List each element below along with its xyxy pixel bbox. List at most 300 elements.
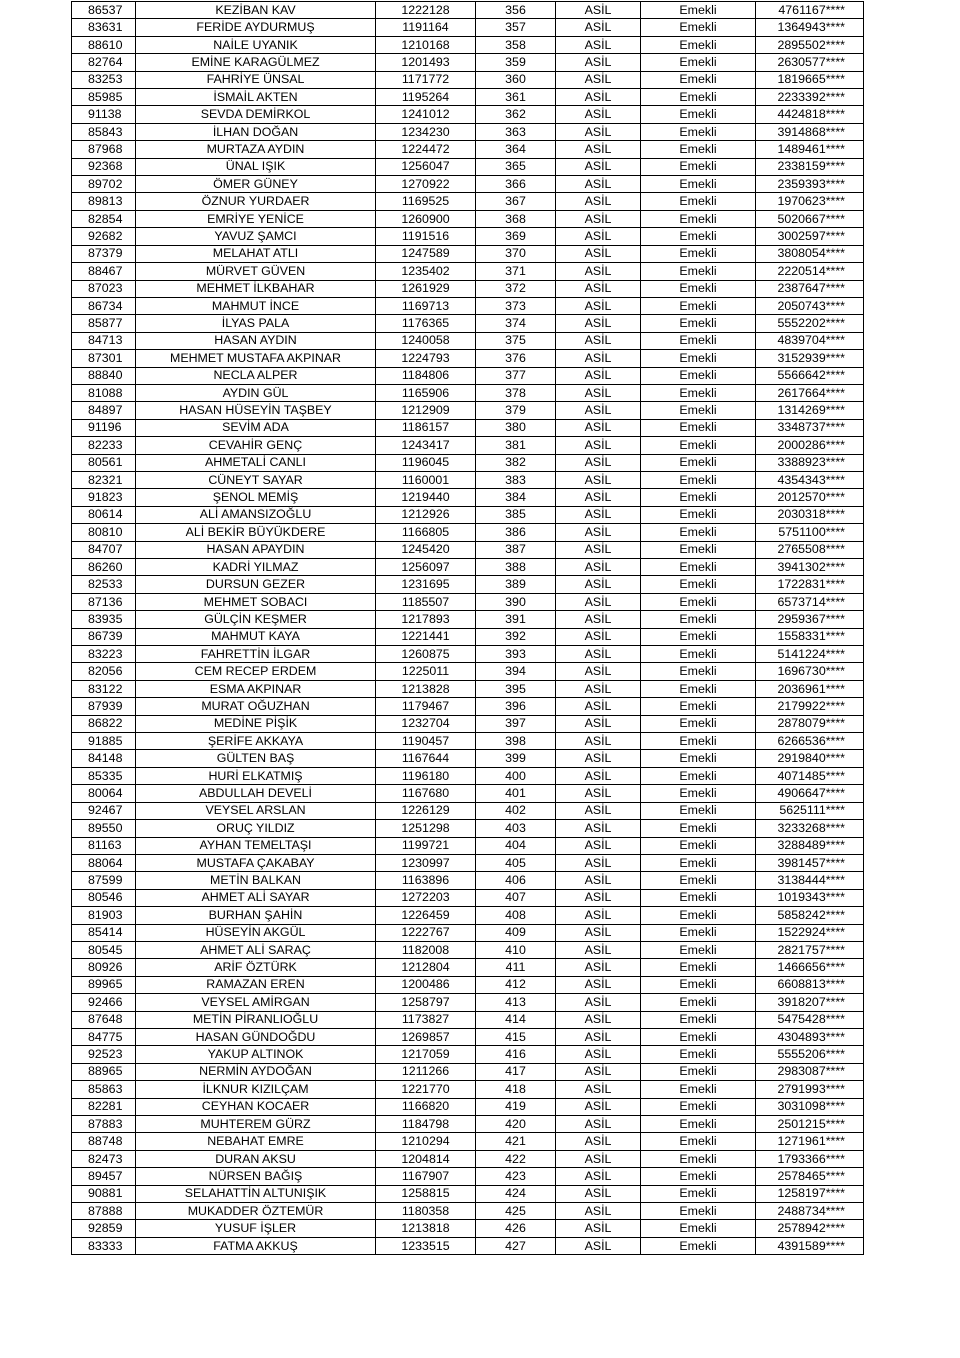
member-no-cell: 1199721	[376, 837, 476, 854]
registration-no-cell: 85985	[72, 89, 136, 106]
registration-no-cell: 88610	[72, 36, 136, 53]
masked-id-cell: 4761167****	[756, 2, 864, 19]
full-name-cell: KEZİBAN KAV	[136, 2, 376, 19]
status-cell: ASİL	[556, 767, 641, 784]
registration-no-cell: 92523	[72, 1046, 136, 1063]
masked-id-cell: 2578465****	[756, 1168, 864, 1185]
table-row	[72, 1220, 864, 1237]
registration-no-cell: 83631	[72, 19, 136, 36]
rank-cell: 418	[476, 1081, 556, 1098]
masked-id-cell: 2983087****	[756, 1063, 864, 1080]
results-table	[71, 1, 864, 1255]
category-cell: Emekli	[641, 193, 756, 210]
status-cell: ASİL	[556, 1220, 641, 1237]
member-no-cell: 1167680	[376, 785, 476, 802]
member-no-cell: 1217893	[376, 611, 476, 628]
masked-id-cell: 2501215****	[756, 1116, 864, 1133]
category-cell: Emekli	[641, 802, 756, 819]
masked-id-cell: 3981457****	[756, 854, 864, 871]
registration-no-cell: 89965	[72, 976, 136, 993]
table-row	[72, 1203, 864, 1220]
category-cell: Emekli	[641, 1046, 756, 1063]
registration-no-cell: 88840	[72, 367, 136, 384]
member-no-cell: 1212804	[376, 959, 476, 976]
full-name-cell: HURİ ELKATMIŞ	[136, 767, 376, 784]
table-row	[72, 611, 864, 628]
status-cell: ASİL	[556, 123, 641, 140]
member-no-cell: 1221770	[376, 1081, 476, 1098]
member-no-cell: 1165906	[376, 384, 476, 401]
registration-no-cell: 86739	[72, 628, 136, 645]
masked-id-cell: 1970623****	[756, 193, 864, 210]
category-cell: Emekli	[641, 1237, 756, 1254]
full-name-cell: MELAHAT ATLI	[136, 245, 376, 262]
masked-id-cell: 6573714****	[756, 593, 864, 610]
rank-cell: 408	[476, 907, 556, 924]
rank-cell: 373	[476, 297, 556, 314]
status-cell: ASİL	[556, 646, 641, 663]
status-cell: ASİL	[556, 820, 641, 837]
full-name-cell: AYHAN TEMELTAŞI	[136, 837, 376, 854]
masked-id-cell: 2036961****	[756, 680, 864, 697]
rank-cell: 362	[476, 106, 556, 123]
masked-id-cell: 5141224****	[756, 646, 864, 663]
table-row	[72, 36, 864, 53]
status-cell: ASİL	[556, 297, 641, 314]
table-row	[72, 437, 864, 454]
masked-id-cell: 2387647****	[756, 280, 864, 297]
category-cell: Emekli	[641, 1220, 756, 1237]
status-cell: ASİL	[556, 1098, 641, 1115]
status-cell: ASİL	[556, 210, 641, 227]
rank-cell: 427	[476, 1237, 556, 1254]
member-no-cell: 1217059	[376, 1046, 476, 1063]
registration-no-cell: 82321	[72, 471, 136, 488]
registration-no-cell: 89813	[72, 193, 136, 210]
full-name-cell: HASAN AYDIN	[136, 332, 376, 349]
table-row	[72, 210, 864, 227]
rank-cell: 425	[476, 1203, 556, 1220]
table-row	[72, 646, 864, 663]
member-no-cell: 1213818	[376, 1220, 476, 1237]
masked-id-cell: 5555206****	[756, 1046, 864, 1063]
rank-cell: 424	[476, 1185, 556, 1202]
full-name-cell: ŞENOL MEMİŞ	[136, 489, 376, 506]
registration-no-cell: 91823	[72, 489, 136, 506]
table-row	[72, 785, 864, 802]
status-cell: ASİL	[556, 698, 641, 715]
category-cell: Emekli	[641, 767, 756, 784]
category-cell: Emekli	[641, 2, 756, 19]
member-no-cell: 1166805	[376, 524, 476, 541]
member-no-cell: 1166820	[376, 1098, 476, 1115]
masked-id-cell: 1466656****	[756, 959, 864, 976]
registration-no-cell: 80545	[72, 941, 136, 958]
full-name-cell: AHMET ALİ SAYAR	[136, 889, 376, 906]
full-name-cell: ŞERİFE AKKAYA	[136, 733, 376, 750]
masked-id-cell: 2338159****	[756, 158, 864, 175]
registration-no-cell: 80546	[72, 889, 136, 906]
rank-cell: 416	[476, 1046, 556, 1063]
category-cell: Emekli	[641, 541, 756, 558]
masked-id-cell: 5751100****	[756, 524, 864, 541]
full-name-cell: NECLA ALPER	[136, 367, 376, 384]
member-no-cell: 1219440	[376, 489, 476, 506]
status-cell: ASİL	[556, 924, 641, 941]
table-row	[72, 1116, 864, 1133]
category-cell: Emekli	[641, 1028, 756, 1045]
registration-no-cell: 80614	[72, 506, 136, 523]
full-name-cell: ORUÇ YILDIZ	[136, 820, 376, 837]
rank-cell: 365	[476, 158, 556, 175]
rank-cell: 360	[476, 71, 556, 88]
full-name-cell: GÜLÇİN KEŞMER	[136, 611, 376, 628]
category-cell: Emekli	[641, 228, 756, 245]
member-no-cell: 1221441	[376, 628, 476, 645]
full-name-cell: MUSTAFA ÇAKABAY	[136, 854, 376, 871]
rank-cell: 380	[476, 419, 556, 436]
member-no-cell: 1179467	[376, 698, 476, 715]
full-name-cell: ÜNAL IŞIK	[136, 158, 376, 175]
category-cell: Emekli	[641, 559, 756, 576]
status-cell: ASİL	[556, 176, 641, 193]
member-no-cell: 1176365	[376, 315, 476, 332]
status-cell: ASİL	[556, 506, 641, 523]
full-name-cell: SELAHATTİN ALTUNIŞIK	[136, 1185, 376, 1202]
masked-id-cell: 2895502****	[756, 36, 864, 53]
status-cell: ASİL	[556, 36, 641, 53]
member-no-cell: 1195264	[376, 89, 476, 106]
member-no-cell: 1200486	[376, 976, 476, 993]
full-name-cell: ALİ BEKİR BÜYÜKDERE	[136, 524, 376, 541]
member-no-cell: 1196180	[376, 767, 476, 784]
category-cell: Emekli	[641, 680, 756, 697]
category-cell: Emekli	[641, 1133, 756, 1150]
category-cell: Emekli	[641, 733, 756, 750]
status-cell: ASİL	[556, 733, 641, 750]
registration-no-cell: 82056	[72, 663, 136, 680]
full-name-cell: MEDİNE PİŞİK	[136, 715, 376, 732]
registration-no-cell: 85335	[72, 767, 136, 784]
masked-id-cell: 1489461****	[756, 141, 864, 158]
member-no-cell: 1222767	[376, 924, 476, 941]
member-no-cell: 1235402	[376, 263, 476, 280]
member-no-cell: 1191164	[376, 19, 476, 36]
full-name-cell: İLKNUR KIZILÇAM	[136, 1081, 376, 1098]
category-cell: Emekli	[641, 959, 756, 976]
table-row	[72, 228, 864, 245]
table-row	[72, 1098, 864, 1115]
status-cell: ASİL	[556, 541, 641, 558]
masked-id-cell: 2359393****	[756, 176, 864, 193]
member-no-cell: 1182008	[376, 941, 476, 958]
table-row	[72, 280, 864, 297]
full-name-cell: BURHAN ŞAHİN	[136, 907, 376, 924]
full-name-cell: FERİDE AYDURMUŞ	[136, 19, 376, 36]
table-row	[72, 454, 864, 471]
rank-cell: 415	[476, 1028, 556, 1045]
member-no-cell: 1225011	[376, 663, 476, 680]
member-no-cell: 1163896	[376, 872, 476, 889]
category-cell: Emekli	[641, 123, 756, 140]
masked-id-cell: 2630577****	[756, 54, 864, 71]
status-cell: ASİL	[556, 228, 641, 245]
category-cell: Emekli	[641, 698, 756, 715]
member-no-cell: 1184806	[376, 367, 476, 384]
status-cell: ASİL	[556, 489, 641, 506]
member-no-cell: 1256097	[376, 559, 476, 576]
masked-id-cell: 2765508****	[756, 541, 864, 558]
member-no-cell: 1260900	[376, 210, 476, 227]
member-no-cell: 1191516	[376, 228, 476, 245]
category-cell: Emekli	[641, 71, 756, 88]
rank-cell: 426	[476, 1220, 556, 1237]
full-name-cell: İLHAN DOĞAN	[136, 123, 376, 140]
full-name-cell: DURSUN GEZER	[136, 576, 376, 593]
category-cell: Emekli	[641, 506, 756, 523]
table-row	[72, 71, 864, 88]
masked-id-cell: 3388923****	[756, 454, 864, 471]
category-cell: Emekli	[641, 245, 756, 262]
masked-id-cell: 1364943****	[756, 19, 864, 36]
category-cell: Emekli	[641, 419, 756, 436]
category-cell: Emekli	[641, 1116, 756, 1133]
rank-cell: 407	[476, 889, 556, 906]
table-row	[72, 402, 864, 419]
table-row	[72, 106, 864, 123]
rank-cell: 406	[476, 872, 556, 889]
status-cell: ASİL	[556, 263, 641, 280]
masked-id-cell: 2030318****	[756, 506, 864, 523]
category-cell: Emekli	[641, 54, 756, 71]
category-cell: Emekli	[641, 437, 756, 454]
member-no-cell: 1243417	[376, 437, 476, 454]
table-row	[72, 1046, 864, 1063]
masked-id-cell: 3288489****	[756, 837, 864, 854]
member-no-cell: 1260875	[376, 646, 476, 663]
full-name-cell: ARİF ÖZTÜRK	[136, 959, 376, 976]
table-row	[72, 541, 864, 558]
member-no-cell: 1190457	[376, 733, 476, 750]
rank-cell: 370	[476, 245, 556, 262]
masked-id-cell: 2791993****	[756, 1081, 864, 1098]
status-cell: ASİL	[556, 872, 641, 889]
member-no-cell: 1256047	[376, 158, 476, 175]
member-no-cell: 1234230	[376, 123, 476, 140]
status-cell: ASİL	[556, 663, 641, 680]
full-name-cell: NAİLE UYANIK	[136, 36, 376, 53]
member-no-cell: 1231695	[376, 576, 476, 593]
table-row	[72, 158, 864, 175]
full-name-cell: MEHMET İLKBAHAR	[136, 280, 376, 297]
registration-no-cell: 87968	[72, 141, 136, 158]
registration-no-cell: 84148	[72, 750, 136, 767]
status-cell: ASİL	[556, 89, 641, 106]
registration-no-cell: 91885	[72, 733, 136, 750]
table-row	[72, 750, 864, 767]
member-no-cell: 1232704	[376, 715, 476, 732]
category-cell: Emekli	[641, 611, 756, 628]
status-cell: ASİL	[556, 2, 641, 19]
masked-id-cell: 5566642****	[756, 367, 864, 384]
table-row	[72, 976, 864, 993]
status-cell: ASİL	[556, 941, 641, 958]
registration-no-cell: 86734	[72, 297, 136, 314]
category-cell: Emekli	[641, 141, 756, 158]
masked-id-cell: 2000286****	[756, 437, 864, 454]
category-cell: Emekli	[641, 907, 756, 924]
masked-id-cell: 3941302****	[756, 559, 864, 576]
masked-id-cell: 4304893****	[756, 1028, 864, 1045]
status-cell: ASİL	[556, 106, 641, 123]
registration-no-cell: 92467	[72, 802, 136, 819]
rank-cell: 387	[476, 541, 556, 558]
rank-cell: 386	[476, 524, 556, 541]
status-cell: ASİL	[556, 1046, 641, 1063]
rank-cell: 391	[476, 611, 556, 628]
registration-no-cell: 82473	[72, 1150, 136, 1167]
registration-no-cell: 92466	[72, 994, 136, 1011]
status-cell: ASİL	[556, 576, 641, 593]
full-name-cell: SEVDA DEMİRKOL	[136, 106, 376, 123]
table-row	[72, 471, 864, 488]
rank-cell: 368	[476, 210, 556, 227]
masked-id-cell: 4906647****	[756, 785, 864, 802]
full-name-cell: MAHMUT KAYA	[136, 628, 376, 645]
registration-no-cell: 89550	[72, 820, 136, 837]
rank-cell: 377	[476, 367, 556, 384]
registration-no-cell: 88965	[72, 1063, 136, 1080]
full-name-cell: FAHRİYE ÜNSAL	[136, 71, 376, 88]
masked-id-cell: 6266536****	[756, 733, 864, 750]
registration-no-cell: 85843	[72, 123, 136, 140]
masked-id-cell: 1314269****	[756, 402, 864, 419]
registration-no-cell: 84897	[72, 402, 136, 419]
member-no-cell: 1180358	[376, 1203, 476, 1220]
rank-cell: 382	[476, 454, 556, 471]
category-cell: Emekli	[641, 332, 756, 349]
member-no-cell: 1241012	[376, 106, 476, 123]
table-row	[72, 820, 864, 837]
rank-cell: 405	[476, 854, 556, 871]
member-no-cell: 1230997	[376, 854, 476, 871]
category-cell: Emekli	[641, 19, 756, 36]
registration-no-cell: 88064	[72, 854, 136, 871]
registration-no-cell: 92368	[72, 158, 136, 175]
status-cell: ASİL	[556, 454, 641, 471]
table-row	[72, 419, 864, 436]
table-row	[72, 559, 864, 576]
registration-no-cell: 80810	[72, 524, 136, 541]
status-cell: ASİL	[556, 54, 641, 71]
rank-cell: 369	[476, 228, 556, 245]
masked-id-cell: 1019343****	[756, 889, 864, 906]
masked-id-cell: 2878079****	[756, 715, 864, 732]
masked-id-cell: 2821757****	[756, 941, 864, 958]
category-cell: Emekli	[641, 1063, 756, 1080]
status-cell: ASİL	[556, 19, 641, 36]
masked-id-cell: 3152939****	[756, 350, 864, 367]
full-name-cell: NERMİN AYDOĞAN	[136, 1063, 376, 1080]
masked-id-cell: 3914868****	[756, 123, 864, 140]
rank-cell: 390	[476, 593, 556, 610]
category-cell: Emekli	[641, 1098, 756, 1115]
rank-cell: 421	[476, 1133, 556, 1150]
category-cell: Emekli	[641, 280, 756, 297]
full-name-cell: EMRİYE YENİCE	[136, 210, 376, 227]
status-cell: ASİL	[556, 193, 641, 210]
member-no-cell: 1212909	[376, 402, 476, 419]
table-row	[72, 297, 864, 314]
rank-cell: 372	[476, 280, 556, 297]
category-cell: Emekli	[641, 941, 756, 958]
registration-no-cell: 87888	[72, 1203, 136, 1220]
category-cell: Emekli	[641, 646, 756, 663]
status-cell: ASİL	[556, 1116, 641, 1133]
masked-id-cell: 3918207****	[756, 994, 864, 1011]
masked-id-cell: 5858242****	[756, 907, 864, 924]
full-name-cell: NEBAHAT EMRE	[136, 1133, 376, 1150]
masked-id-cell: 1722831****	[756, 576, 864, 593]
category-cell: Emekli	[641, 889, 756, 906]
rank-cell: 361	[476, 89, 556, 106]
table-row	[72, 733, 864, 750]
masked-id-cell: 1271961****	[756, 1133, 864, 1150]
registration-no-cell: 84775	[72, 1028, 136, 1045]
full-name-cell: ALİ AMANSIZOĞLU	[136, 506, 376, 523]
table-row	[72, 367, 864, 384]
rank-cell: 356	[476, 2, 556, 19]
category-cell: Emekli	[641, 471, 756, 488]
status-cell: ASİL	[556, 384, 641, 401]
table-row	[72, 1237, 864, 1254]
category-cell: Emekli	[641, 715, 756, 732]
table-row	[72, 576, 864, 593]
category-cell: Emekli	[641, 367, 756, 384]
category-cell: Emekli	[641, 628, 756, 645]
full-name-cell: MUKADDER ÖZTEMÜR	[136, 1203, 376, 1220]
member-no-cell: 1169525	[376, 193, 476, 210]
category-cell: Emekli	[641, 350, 756, 367]
member-no-cell: 1269857	[376, 1028, 476, 1045]
table-row	[72, 941, 864, 958]
registration-no-cell: 82281	[72, 1098, 136, 1115]
table-row	[72, 1133, 864, 1150]
table-row	[72, 332, 864, 349]
table-row	[72, 924, 864, 941]
member-no-cell: 1213828	[376, 680, 476, 697]
rank-cell: 364	[476, 141, 556, 158]
rank-cell: 357	[476, 19, 556, 36]
registration-no-cell: 85863	[72, 1081, 136, 1098]
masked-id-cell: 2012570****	[756, 489, 864, 506]
category-cell: Emekli	[641, 976, 756, 993]
category-cell: Emekli	[641, 1185, 756, 1202]
registration-no-cell: 81163	[72, 837, 136, 854]
member-no-cell: 1185507	[376, 593, 476, 610]
registration-no-cell: 89457	[72, 1168, 136, 1185]
rank-cell: 399	[476, 750, 556, 767]
full-name-cell: MUHTEREM GÜRZ	[136, 1116, 376, 1133]
full-name-cell: EMİNE KARAGÜLMEZ	[136, 54, 376, 71]
rank-cell: 417	[476, 1063, 556, 1080]
member-no-cell: 1224472	[376, 141, 476, 158]
rank-cell: 400	[476, 767, 556, 784]
full-name-cell: CEYHAN KOCAER	[136, 1098, 376, 1115]
status-cell: ASİL	[556, 715, 641, 732]
masked-id-cell: 1819665****	[756, 71, 864, 88]
full-name-cell: AHMET ALİ SARAÇ	[136, 941, 376, 958]
